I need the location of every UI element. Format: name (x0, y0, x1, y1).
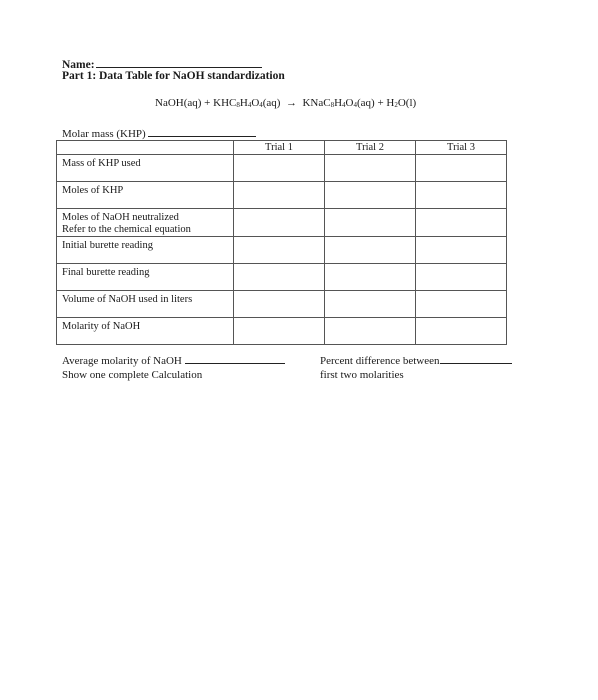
table-cell[interactable] (234, 237, 325, 264)
table-cell[interactable] (234, 318, 325, 345)
part-title: Part 1: Data Table for NaOH standardization (62, 70, 285, 82)
percent-difference-label: Percent difference between (320, 355, 440, 367)
table-row (57, 155, 507, 182)
molar-mass-blank[interactable] (148, 126, 256, 137)
name-field[interactable] (62, 56, 262, 71)
table-header-row (57, 141, 507, 155)
table-row (57, 264, 507, 291)
table-cell[interactable] (234, 209, 325, 237)
table-cell[interactable] (234, 155, 325, 182)
table-cell[interactable] (325, 291, 416, 318)
molar-mass-field[interactable] (62, 126, 256, 140)
percent-difference-field[interactable] (320, 353, 512, 368)
table-cell[interactable] (325, 155, 416, 182)
row-label: Initial burette reading (57, 237, 234, 264)
header-trial-1: Trial 1 (234, 141, 325, 155)
header-trial-2: Trial 2 (325, 141, 416, 155)
table-cell[interactable] (234, 291, 325, 318)
table-cell[interactable] (325, 264, 416, 291)
row-label: Mass of KHP used (57, 155, 234, 182)
table-cell[interactable] (325, 182, 416, 209)
table-row (57, 318, 507, 345)
table-cell[interactable] (416, 237, 507, 264)
row-label: Moles of KHP (57, 182, 234, 209)
average-molarity-section (62, 353, 285, 382)
table-cell[interactable] (416, 155, 507, 182)
row-label: Moles of NaOH neutralized Refer to the chemical equation (57, 209, 234, 237)
table-row (57, 237, 507, 264)
average-molarity-label: Average molarity of NaOH (62, 355, 182, 367)
molar-mass-label: Molar mass (KHP) (62, 128, 146, 140)
header-trial-3: Trial 3 (416, 141, 507, 155)
average-molarity-field[interactable] (62, 353, 285, 368)
table-cell[interactable] (325, 318, 416, 345)
name-blank[interactable] (96, 56, 262, 68)
name-label: Name: (62, 59, 95, 71)
table-cell[interactable] (416, 209, 507, 237)
reaction-arrow: → (285, 97, 297, 109)
table-cell[interactable] (325, 209, 416, 237)
average-molarity-blank[interactable] (185, 353, 285, 364)
row-label: Molarity of NaOH (57, 318, 234, 345)
first-two-molarities-text: first two molarities (320, 369, 404, 381)
show-calculation-text: Show one complete Calculation (62, 369, 203, 381)
table-cell[interactable] (416, 318, 507, 345)
data-table (56, 140, 507, 345)
header-empty (57, 141, 234, 155)
table-row (57, 209, 507, 237)
row-label: Volume of NaOH used in liters (57, 291, 234, 318)
percent-difference-blank[interactable] (440, 353, 512, 364)
table-cell[interactable] (234, 182, 325, 209)
table-cell[interactable] (416, 291, 507, 318)
table-row (57, 182, 507, 209)
percent-difference-section (320, 353, 512, 382)
table-cell[interactable] (416, 264, 507, 291)
table-cell[interactable] (416, 182, 507, 209)
chemical-equation: NaOH(aq) + $KHC_8H_4O_4(aq)$ → $KNaC_8H_4O_4(aq) + H_2O(l)$ (155, 97, 417, 109)
table-row (57, 291, 507, 318)
row-label: Final burette reading (57, 264, 234, 291)
table-cell[interactable] (234, 264, 325, 291)
table-cell[interactable] (325, 237, 416, 264)
